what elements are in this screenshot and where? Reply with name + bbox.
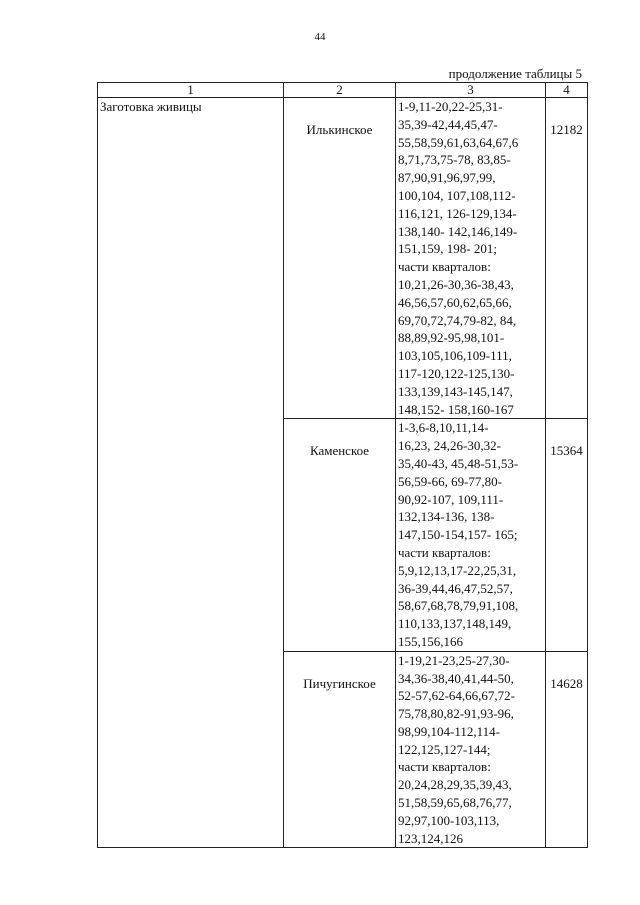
forest-use-table	[97, 82, 588, 848]
column-header-1: 1	[98, 83, 284, 98]
quarters-line: 110,133,137,148,149,	[398, 616, 512, 632]
quarters-cell	[396, 98, 546, 419]
quarters-line: 1-3,6-8,10,11,14-	[398, 420, 489, 436]
quarters-line: 46,56,57,60,62,65,66,	[398, 294, 512, 310]
page-number: 44	[314, 31, 326, 43]
area-value: 14628	[550, 675, 583, 691]
quarters-line: 90,92-107, 109,111-	[398, 491, 504, 507]
quarters-line: 51,58,59,65,68,76,77,	[398, 795, 512, 811]
quarters-line: 116,121, 126-129,134-	[398, 205, 517, 221]
district-name: Пичугинское	[303, 675, 376, 691]
district-cell	[284, 419, 396, 651]
area-cell	[546, 98, 588, 419]
quarters-line: 98,99,104-112,114-	[398, 723, 500, 739]
column-header-4: 4	[546, 83, 588, 98]
activity-type-cell: Заготовка живицы	[98, 98, 284, 848]
column-header-3: 3	[396, 83, 546, 98]
quarters-line: 147,150-154,157- 165;	[398, 527, 518, 543]
quarters-line: 133,139,143-145,147,	[398, 383, 513, 399]
quarters-line: 148,152- 158,160-167	[398, 401, 514, 417]
quarters-line: 1-9,11-20,22-25,31-	[398, 99, 503, 114]
quarters-line: 35,40-43, 45,48-51,53-	[398, 455, 519, 471]
quarters-line: 16,23, 24,26-30,32-	[398, 438, 501, 454]
quarters-line: 36-39,44,46,47,52,57,	[398, 580, 513, 596]
area-cell	[546, 651, 588, 848]
quarters-line: части кварталов:	[398, 259, 491, 275]
quarters-line: 55,58,59,61,63,64,67,6	[398, 134, 519, 150]
area-value: 12182	[550, 122, 583, 137]
district-cell	[284, 98, 396, 419]
quarters-line: 75,78,80,82-91,93-96,	[398, 706, 514, 722]
quarters-line: 52-57,62-64,66,67,72-	[398, 688, 515, 704]
quarters-line: части кварталов:	[398, 759, 491, 775]
district-name: Илькинское	[306, 122, 373, 137]
quarters-line: 5,9,12,13,17-22,25,31,	[398, 562, 517, 578]
area-cell	[546, 419, 588, 651]
quarters-line: 117-120,122-125,130-	[398, 365, 515, 381]
quarters-line: 69,70,72,74,79-82, 84,	[398, 312, 517, 328]
quarters-line: 1-19,21-23,25-27,30-	[398, 652, 510, 668]
quarters-line: 34,36-38,40,41,44-50,	[398, 670, 514, 686]
column-header-2: 2	[284, 83, 396, 98]
quarters-line: 10,21,26-30,36-38,43,	[398, 276, 514, 292]
district-cell	[284, 651, 396, 848]
quarters-line: 87,90,91,96,97,99,	[398, 170, 496, 186]
quarters-line: 138,140- 142,146,149-	[398, 223, 518, 239]
quarters-line: 92,97,100-103,113,	[398, 812, 500, 828]
quarters-line: 58,67,68,78,79,91,108,	[398, 598, 519, 614]
quarters-line: 155,156,166	[398, 633, 463, 649]
district-name: Каменское	[309, 443, 370, 459]
quarters-cell	[396, 651, 546, 848]
quarters-line: 122,125,127-144;	[398, 741, 491, 757]
quarters-line: 8,71,73,75-78, 83,85-	[398, 152, 511, 168]
quarters-line: 35,39-42,44,45,47-	[398, 116, 498, 132]
table-row	[98, 98, 588, 419]
quarters-line: 123,124,126	[398, 830, 463, 846]
table-header-row	[98, 83, 588, 98]
quarters-line: 100,104, 107,108,112-	[398, 187, 516, 203]
quarters-line: части кварталов:	[398, 544, 491, 560]
quarters-line: 151,159, 198- 201;	[398, 241, 497, 257]
quarters-cell	[396, 419, 546, 651]
quarters-line: 56,59-66, 69-77,80-	[398, 473, 502, 489]
table-continuation-label: продолжение таблицы 5	[448, 66, 582, 81]
quarters-line: 20,24,28,29,35,39,43,	[398, 777, 512, 793]
quarters-line: 103,105,106,109-111,	[398, 348, 512, 364]
area-value: 15364	[550, 443, 583, 459]
quarters-line: 88,89,92-95,98,101-	[398, 330, 505, 346]
quarters-line: 132,134-136, 138-	[398, 509, 495, 525]
